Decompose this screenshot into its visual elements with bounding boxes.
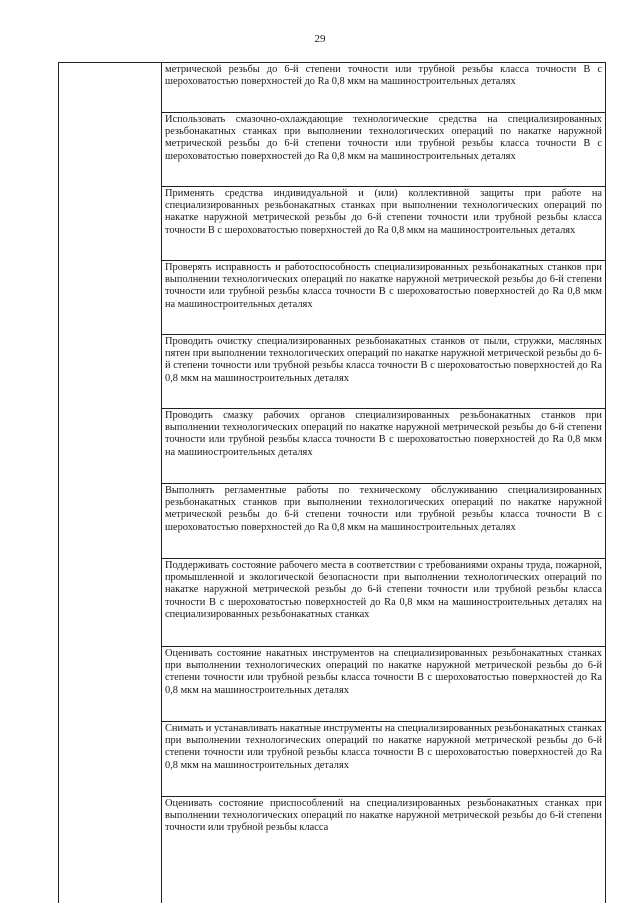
- page-number: 29: [314, 33, 326, 45]
- table-row: Проводить смазку рабочих органов специализированных резьбонакатных станков при выполнении технологических операций по накатке наружной метрической резьбы до 6-й степени точности или трубной резьбы класса точности В с шероховатостью поверхностей до Ra 0,8 мкм на машиностроительных деталях: [162, 409, 605, 484]
- table-row: Выполнять регламентные работы по техническому обслуживанию специализированных резьбонакатных станков при выполнении технологических операций по накатке наружной метрической резьбы до 6-й степени точности или трубной резьбы класса точности В с шероховатостью поверхностей до Ra 0,8 мкм на машиностроительных деталях: [162, 484, 605, 559]
- table-row: Поддерживать состояние рабочего места в соответствии с требованиями охраны труда, пожарной, промышленной и экологической безопасности при выполнении технологических операций по накатке наружной метрической резьбы до 6-й степени точности или трубной резьбы класса точности В с шероховатостью поверхностей до Ra 0,8 мкм на машиностроительных деталях на специализированных резьбонакатных станках: [162, 559, 605, 647]
- table-label-column: [59, 63, 162, 903]
- table-row: Снимать и устанавливать накатные инструменты на специализированных резьбонакатных станках при выполнении технологических операций по накатке наружной метрической резьбы до 6-й степени точности или трубной резьбы класса точности В с шероховатостью поверхностей до Ra 0,8 мкм на машиностроительных деталях: [162, 722, 605, 797]
- table-content-column: [162, 63, 605, 903]
- table-row: метрической резьбы до 6-й степени точности или трубной резьбы класса точности В с шероховатостью поверхностей до Ra 0,8 мкм на машиностроительных деталях: [162, 63, 605, 113]
- table-row: Оценивать состояние накатных инструментов на специализированных резьбонакатных станках при выполнении технологических операций по накатке наружной метрической резьбы до 6-й степени точности или трубной резьбы класса точности В с шероховатостью поверхностей до Ra 0,8 мкм на машиностроительных деталях: [162, 647, 605, 722]
- table-row: Оценивать состояние приспособлений на специализированных резьбонакатных станках при выполнении технологических операций по накатке наружной метрической резьбы до 6-й степени точности или трубной резьбы класса: [165, 798, 602, 834]
- table-row: Проверять исправность и работоспособность специализированных резьбонакатных станков при выполнении технологических операций по накатке наружной метрической резьбы до 6-й степени точности или трубной резьбы класса точности В с шероховатостью поверхностей до Ra 0,8 мкм на машиностроительных деталях: [162, 261, 605, 335]
- skills-table: [58, 62, 606, 903]
- table-row: Проводить очистку специализированных резьбонакатных станков от пыли, стружки, масляных пятен при выполнении технологических операций по накатке наружной метрической резьбы до 6-й степени точности или трубной резьбы класса точности В с шероховатостью поверхностей до Ra 0,8 мкм на машиностроительных деталях: [162, 335, 605, 409]
- table-row: Использовать смазочно-охлаждающие технологические средства на специализированных резьбонакатных станках при выполнении технологических операций по накатке наружной метрической резьбы до 6-й степени точности или трубной резьбы класса точности В с шероховатостью поверхностей до Ra 0,8 мкм на машиностроительных деталях: [162, 113, 605, 187]
- table-row: Применять средства индивидуальной и (или) коллективной защиты при работе на специализированных резьбонакатных станках при выполнении технологических операций по накатке наружной метрической резьбы до 6-й степени точности или трубной резьбы класса точности В с шероховатостью поверхностей до Ra 0,8 мкм на машиностроительных деталях: [162, 187, 605, 261]
